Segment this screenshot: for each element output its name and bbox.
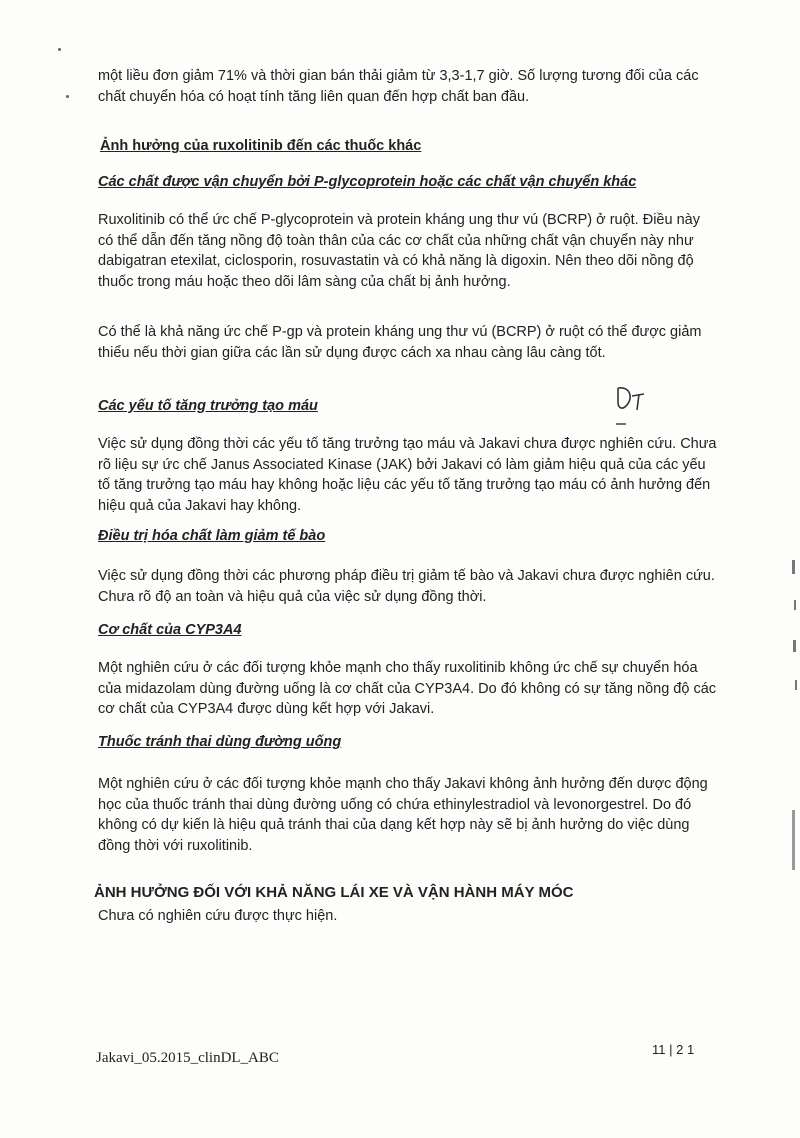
growth-factors-heading: Các yếu tố tăng trưởng tạo máu (98, 398, 318, 414)
intro-paragraph: một liều đơn giảm 71% và thời gian bán thải giảm từ 3,3-1,7 giờ. Số lượng tương đối của các chất chuyển hóa có hoạt tính tăng liên quan đến hợp chất ban đầu. (98, 68, 699, 105)
scan-edge-mark (792, 560, 795, 574)
footer-page-number: 11 | 2 1 (652, 1042, 695, 1057)
scan-speck (58, 48, 61, 51)
scan-edge-mark (795, 680, 797, 690)
driving-paragraph: Chưa có nghiên cứu được thực hiện. (98, 908, 338, 924)
section-interactions-heading: Ảnh hưởng của ruxolitinib đến các thuốc khác (100, 138, 422, 154)
growth-factors-paragraph: Việc sử dụng đồng thời các yếu tố tăng trưởng tạo máu và Jakavi chưa được nghiên cứu. Chưa rõ liệu sự ức chế Janus Associated Kinase (JAK) bởi Jakavi có làm giảm hiệu quả của các yếu tố tăng trưởng tạo máu hay không hoặc liệu các yếu tố tăng trưởng tạo máu có ảnh hưởng đến hiệu quả của Jakavi hay không. (98, 436, 717, 514)
cytoreductive-heading: Điều trị hóa chất làm giảm tế bào (98, 528, 326, 544)
contraceptive-heading: Thuốc tránh thai dùng đường uống (98, 734, 342, 750)
cytoreductive-paragraph: Việc sử dụng đồng thời các phương pháp điều trị giảm tế bào và Jakavi chưa được nghiên cứu. Chưa rõ độ an toàn và hiệu quả của việc sử dụng đồng thời. (98, 568, 715, 605)
scan-edge-mark (794, 600, 796, 610)
handwritten-initials (612, 384, 652, 435)
driving-heading: ẢNH HƯỞNG ĐỐI VỚI KHẢ NĂNG LÁI XE VÀ VẬN HÀNH MÁY MÓC (94, 884, 574, 901)
scan-edge-mark (793, 640, 796, 652)
scan-edge-mark (792, 810, 795, 870)
cyp3a4-paragraph: Một nghiên cứu ở các đối tượng khỏe mạnh cho thấy ruxolitinib không ức chế sự chuyển hóa của midazolam dùng đường uống là cơ chất của CYP3A4. Do đó không có sự tăng nồng độ các cơ chất của CYP3A4 được dùng kết hợp với Jakavi. (98, 660, 717, 717)
pgp-heading: Các chất được vận chuyển bởi P-glycoprotein hoặc các chất vận chuyển khác (98, 174, 637, 190)
footer-document-id: Jakavi_05.2015_clinDL_ABC (96, 1050, 279, 1066)
pgp-paragraph-2: Có thể là khả năng ức chế P-gp và protein kháng ung thư vú (BCRP) ở ruột có thể được giảm thiểu nếu thời gian giữa các lần sử dụng được cách xa nhau càng lâu càng tốt. (98, 324, 702, 361)
cyp3a4-heading: Cơ chất của CYP3A4 (98, 622, 242, 638)
contraceptive-paragraph: Một nghiên cứu ở các đối tượng khỏe mạnh cho thấy Jakavi không ảnh hưởng đến dược động học của thuốc tránh thai dùng đường uống có chứa ethinylestradiol và levonorgestrel. Do đó không có dự kiến là hiệu quả tránh thai của dạng kết hợp này sẽ bị ảnh hưởng do việc dùng đồng thời với ruxolitinib. (98, 776, 708, 854)
scan-speck (66, 95, 69, 98)
pgp-paragraph-1: Ruxolitinib có thể ức chế P-glycoprotein và protein kháng ung thư vú (BCRP) ở ruột. Điều này có thể dẫn đến tăng nồng độ toàn thân của các cơ chất của những chất vận chuyển này như dabigatran etexilat, ciclosporin, rosuvastatin và có khả năng là digoxin. Nên theo dõi nồng độ thuốc trong máu hoặc theo dõi lâm sàng của chất bị ảnh hưởng. (98, 212, 700, 290)
